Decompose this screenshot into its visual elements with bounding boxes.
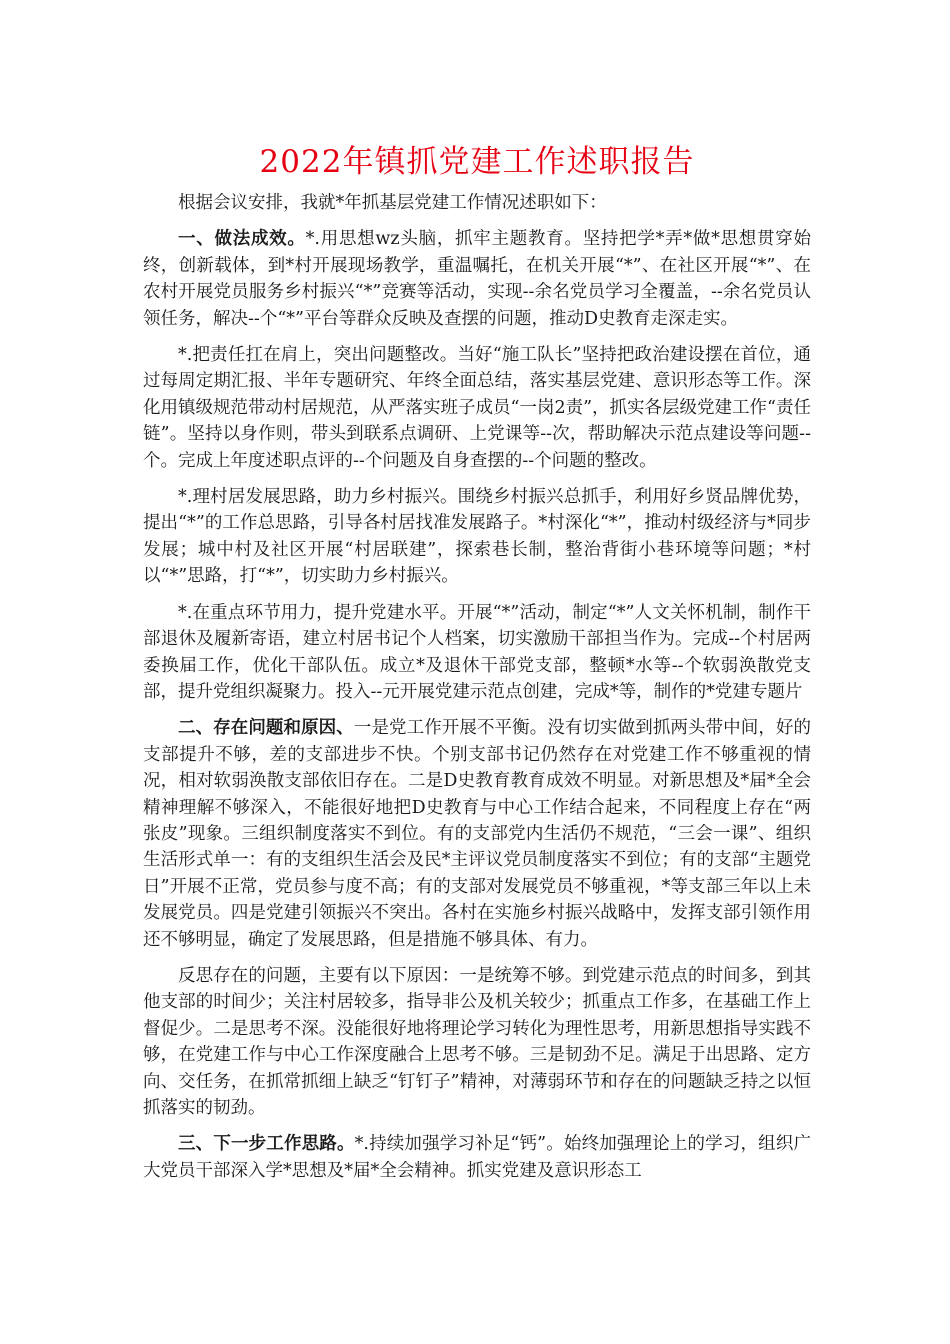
section2-heading: 二、存在问题和原因、 <box>178 718 354 739</box>
section2-paragraph-1 <box>143 715 811 953</box>
section1-paragraph-4: *.在重点环节用力，提升党建水平。开展“*”活动，制定“*”人文关怀机制，制作干部退休及履新寄语，建立村居书记个人档案，切实激励干部担当作为。完成--个村居两委换届工作，优化干部队伍。成立*及退休干部党支部，整顿*水等--个软弱涣散党支部，提升党组织凝聚力。投入--元开展党建示范点创建，完成*等，制作的*党建专题片 <box>143 602 811 702</box>
section1-paragraph-1 <box>143 226 811 332</box>
intro-paragraph: 根据会议安排，我就*年抓基层党建工作情况述职如下： <box>178 193 607 213</box>
section2-paragraph-2: 反思存在的问题，主要有以下原因：一是统筹不够。到党建示范点的时间多，到其他支部的时间少；关注村居较多，指导非公及机关较少；抓重点工作多，在基础工作上督促少。二是思考不深。没能很好地将理论学习转化为理性思考，用新思想指导实践不够，在党建工作与中心工作深度融合上思考不够。三是韧劲不足。满足于出思路、定方向、交任务，在抓常抓细上缺乏“钉钉子”精神，对薄弱环节和存在的问题缺乏持之以恒抓落实的韧劲。 <box>143 965 811 1118</box>
section1-paragraph-3: *.理村居发展思路，助力乡村振兴。围绕乡村振兴总抓手，利用好乡贤品牌优势，提出“*”的工作总思路，引导各村居找准发展路子。*村深化“*”，推动村级经济与*同步发展；城中村及社区开展“村居联建”，探索巷长制，整治背街小巷环境等问题；*村以“*”思路，打“*”，切实助力乡村振兴。 <box>143 487 811 587</box>
section1-heading: 一、做法成效。 <box>178 229 306 250</box>
section1-paragraph-2: *.把责任扛在肩上，突出问题整改。当好“施工队长”坚持把政治建设摆在首位，通过每周定期汇报、半年专题研究、年终全面总结，落实基层党建、意识形态等工作。深化用镇级规范带动村居规范，从严落实班子成员“一岗2责”，抓实各层级党建工作“责任链”。坚持以身作则，带头到联系点调研、上党课等--次，帮助解决示范点建设等问题--个。完成上年度述职点评的--个问题及自身查摆的--个问题的整改。 <box>143 345 811 471</box>
section3-heading: 三、下一步工作思路。 <box>178 1134 355 1155</box>
section3-p1-text: *.持续加强学习补足“钙”。始终加强理论上的学习，组织广大党员干部深入学*思想及*届*全会精神。抓实党建及意识形态工 <box>143 1134 811 1181</box>
section2-p1-text: 一是党工作开展不平衡。没有切实做到抓两头带中间，好的支部提升不够，差的支部进步不快。个别支部书记仍然存在对党建工作不够重视的情况，相对软弱涣散支部依旧存在。二是D史教育教育成效不明显。对新思想及*届*全会精神理解不够深入，不能很好地把D史教育与中心工作结合起来，不同程度上存在“两张皮”现象。三组织制度落实不到位。有的支部党内生活仍不规范，“三会一课”、组织生活形式单一：有的支组织生活会及民*主评议党员制度落实不到位；有的支部“主题党日”开展不正常，党员参与度不高；有的支部对发展党员不够重视，*等支部三年以上未发展党员。四是党建引领振兴不突出。各村在实施乡村振兴战略中，发挥支部引领作用还不够明显，确定了发展思路，但是措施不够具体、有力。 <box>143 718 812 950</box>
section1-p1-text: *.用思想wz头脑，抓牢主题教育。坚持把学*弄*做*思想贯穿始终，创新载体，到*村开展现场教学，重温嘱托，在机关开展“*”、在社区开展“*”、在农村开展党员服务乡村振兴“*”竞赛等活动，实现--余名党员学习全覆盖，--余名党员认领任务，解决--个“*”平台等群众反映及查摆的问题，推动D史教育走深走实。 <box>143 229 812 329</box>
document-title: 2022年镇抓党建工作述职报告 <box>259 144 695 180</box>
section3-paragraph-1 <box>143 1131 811 1184</box>
document-page <box>143 140 811 1194</box>
